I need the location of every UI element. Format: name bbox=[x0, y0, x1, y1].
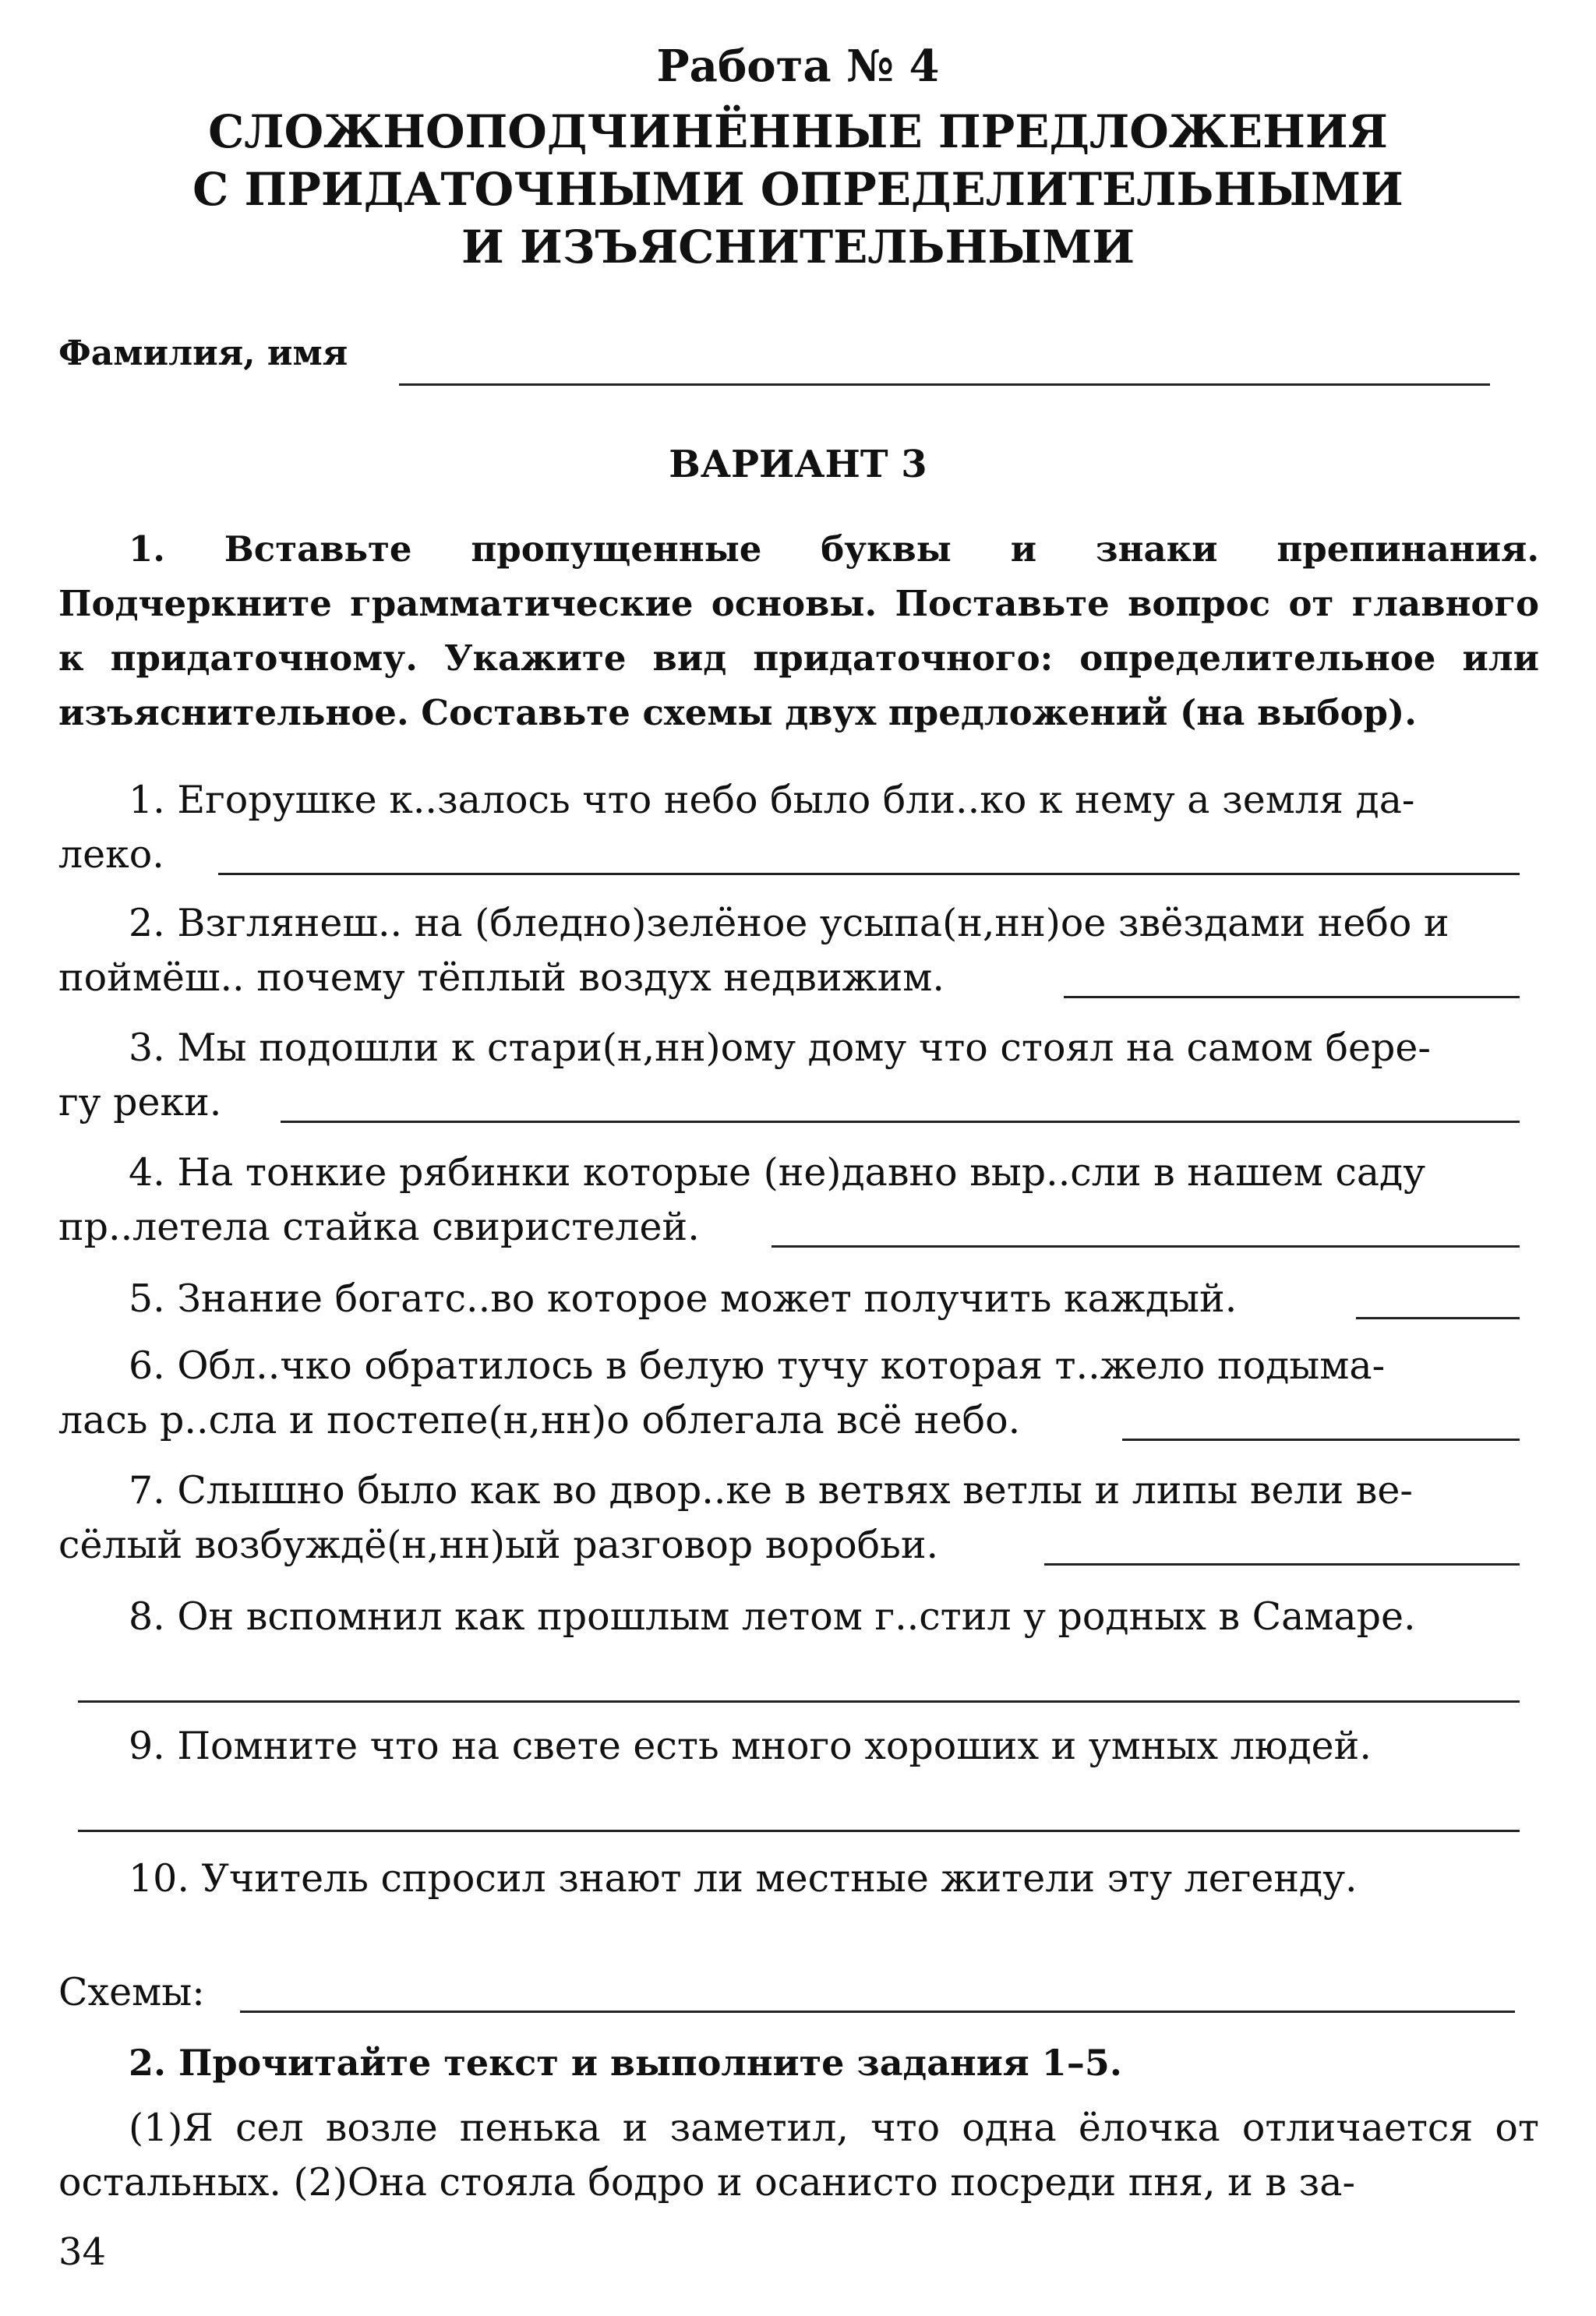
schemes-field[interactable] bbox=[240, 2011, 1515, 2013]
sentence-7-line-2: сёлый возбуждё(н,нн)ый разговор воробьи. bbox=[58, 1523, 939, 1567]
task-2-text: (1)Я сел возле пенька и заметил, что одна ёлочка отличается от остальных. (2)Она стояла бодро и осанисто посреди пня, и в за- bbox=[58, 2106, 1539, 2205]
answer-line-9[interactable] bbox=[78, 1830, 1520, 1832]
sentence-10-line-1: 10. Учитель спросил знают ли местные жители эту легенду. bbox=[129, 1856, 1358, 1901]
sentence-1-line-2: леко. bbox=[58, 832, 164, 877]
work-title: Работа № 4 bbox=[656, 41, 940, 92]
sentence-7-line-1: 7. Слышно было как во двор..ке в ветвях ветлы и липы вели ве- bbox=[129, 1468, 1413, 1513]
topic-line-2: С ПРИДАТОЧНЫМИ ОПРЕДЕЛИТЕЛЬНЫМИ bbox=[192, 163, 1404, 216]
task-2-instruction: 2. Прочитайте текст и выполните задания 1–5. bbox=[129, 2042, 1122, 2084]
sentence-9-line-1: 9. Помните что на свете есть много хороших и умных людей. bbox=[129, 1724, 1372, 1768]
sentence-4-line-1: 4. На тонкие рябинки которые (не)давно выр..сли в нашем саду bbox=[129, 1150, 1426, 1195]
sentence-5-line-1: 5. Знание богатс..во которое может получить каждый. bbox=[129, 1276, 1238, 1321]
sentence-3-line-2: гу реки. bbox=[58, 1080, 222, 1124]
sentence-6-line-2: лась р..сла и постепе(н,нн)о облегала всё небо. bbox=[58, 1398, 1021, 1442]
sentence-1-line-1: 1. Егорушке к..залось что небо было бли..ко к нему а земля да- bbox=[129, 778, 1415, 822]
topic-line-3: И ИЗЪЯСНИТЕЛЬНЫМИ bbox=[461, 221, 1135, 274]
student-name-label: Фамилия, имя bbox=[58, 334, 348, 373]
variant-heading: ВАРИАНТ 3 bbox=[669, 443, 927, 486]
task-1-instruction: 1. Вставьте пропущенные буквы и знаки препинания. Подчеркните грамматические основы. Поставьте вопрос от главного к придаточному. Укажите вид придаточного: определительное или изъяснительное. Составьте схемы двух предложений (на выбор). bbox=[58, 528, 1539, 733]
page-number: 34 bbox=[58, 2230, 107, 2274]
sentence-2-line-1: 2. Взглянеш.. на (бледно)зелёное усыпа(н,нн)ое звёздами небо и bbox=[129, 901, 1449, 945]
sentence-8-line-1: 8. Он вспомнил как прошлым летом г..стил у родных в Самаре. bbox=[129, 1594, 1416, 1639]
sentence-3-line-1: 3. Мы подошли к стари(н,нн)ому дому что стоял на самом бере- bbox=[129, 1026, 1431, 1070]
schemes-label: Схемы: bbox=[58, 1970, 205, 2014]
topic-line-1: СЛОЖНОПОДЧИНЁННЫЕ ПРЕДЛОЖЕНИЯ bbox=[208, 105, 1388, 158]
sentence-2-line-2: поймёш.. почему тёплый воздух недвижим. bbox=[58, 955, 945, 1000]
sentence-6-line-1: 6. Обл..чко обратилось в белую тучу которая т..жело подыма- bbox=[129, 1343, 1386, 1388]
answer-line-8[interactable] bbox=[78, 1700, 1520, 1703]
sentence-4-line-2: пр..летела стайка свиристелей. bbox=[58, 1205, 700, 1249]
